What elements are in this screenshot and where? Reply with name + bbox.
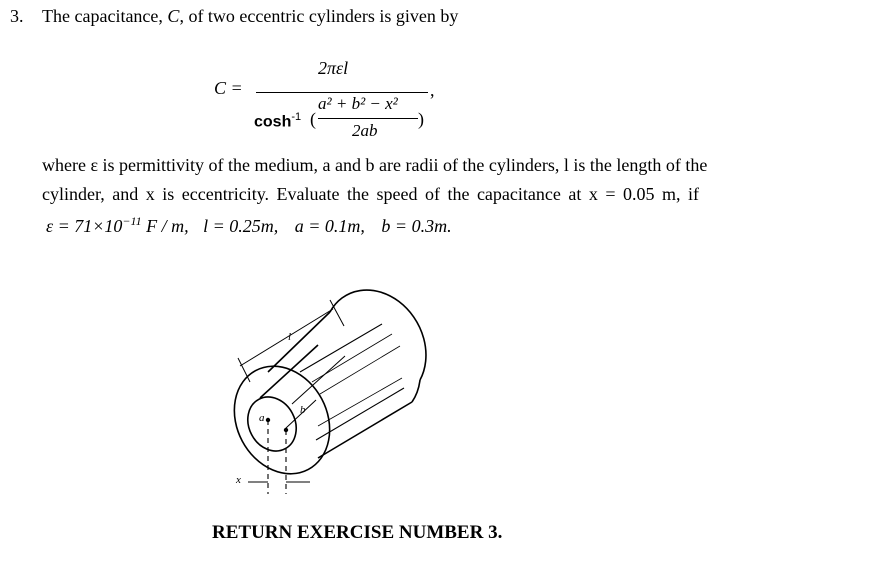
description-line-1: where ε is permittivity of the medium, a and b are radii of the cylinders, l is the length of the xyxy=(42,155,708,175)
epsilon-value: ε = 71×10 xyxy=(46,216,123,236)
length-value: l = 0.25m, xyxy=(203,216,279,236)
formula-close-paren: ) xyxy=(418,109,424,129)
figure-label-x: x xyxy=(236,474,241,486)
figure-label-l: l xyxy=(288,331,292,343)
description-line-2: cylinder, and x is eccentricity. Evaluate the speed of the capacitance at x = 0.05 m, if xyxy=(42,184,700,204)
intro-variable: C xyxy=(167,6,180,26)
figure-label-a: a xyxy=(259,412,265,424)
formula-inner-numerator: a² + b² − x² xyxy=(318,94,398,113)
cosh-exponent: -1 xyxy=(291,111,302,123)
intro-prefix: The capacitance, xyxy=(42,6,168,26)
figure-label-b: b xyxy=(300,404,306,416)
radius-a-value: a = 0.1m, xyxy=(294,216,365,236)
formula-open-paren: ( xyxy=(310,109,316,129)
formula-inner-denominator: 2ab xyxy=(352,121,378,140)
intro-suffix: , of two eccentric cylinders is given by xyxy=(179,6,459,26)
formula-numerator: 2πεl xyxy=(318,58,349,78)
formula-lhs: C = xyxy=(214,78,243,98)
problem-number: 3. xyxy=(10,6,24,26)
radius-b-value: b = 0.3m. xyxy=(381,216,452,236)
epsilon-exponent: −11 xyxy=(122,214,142,228)
formula-trailing-comma: , xyxy=(430,80,435,100)
epsilon-unit: F / m, xyxy=(141,216,189,236)
return-exercise-text: RETURN EXERCISE NUMBER 3. xyxy=(212,522,503,543)
cosh-label: cosh xyxy=(254,113,292,131)
